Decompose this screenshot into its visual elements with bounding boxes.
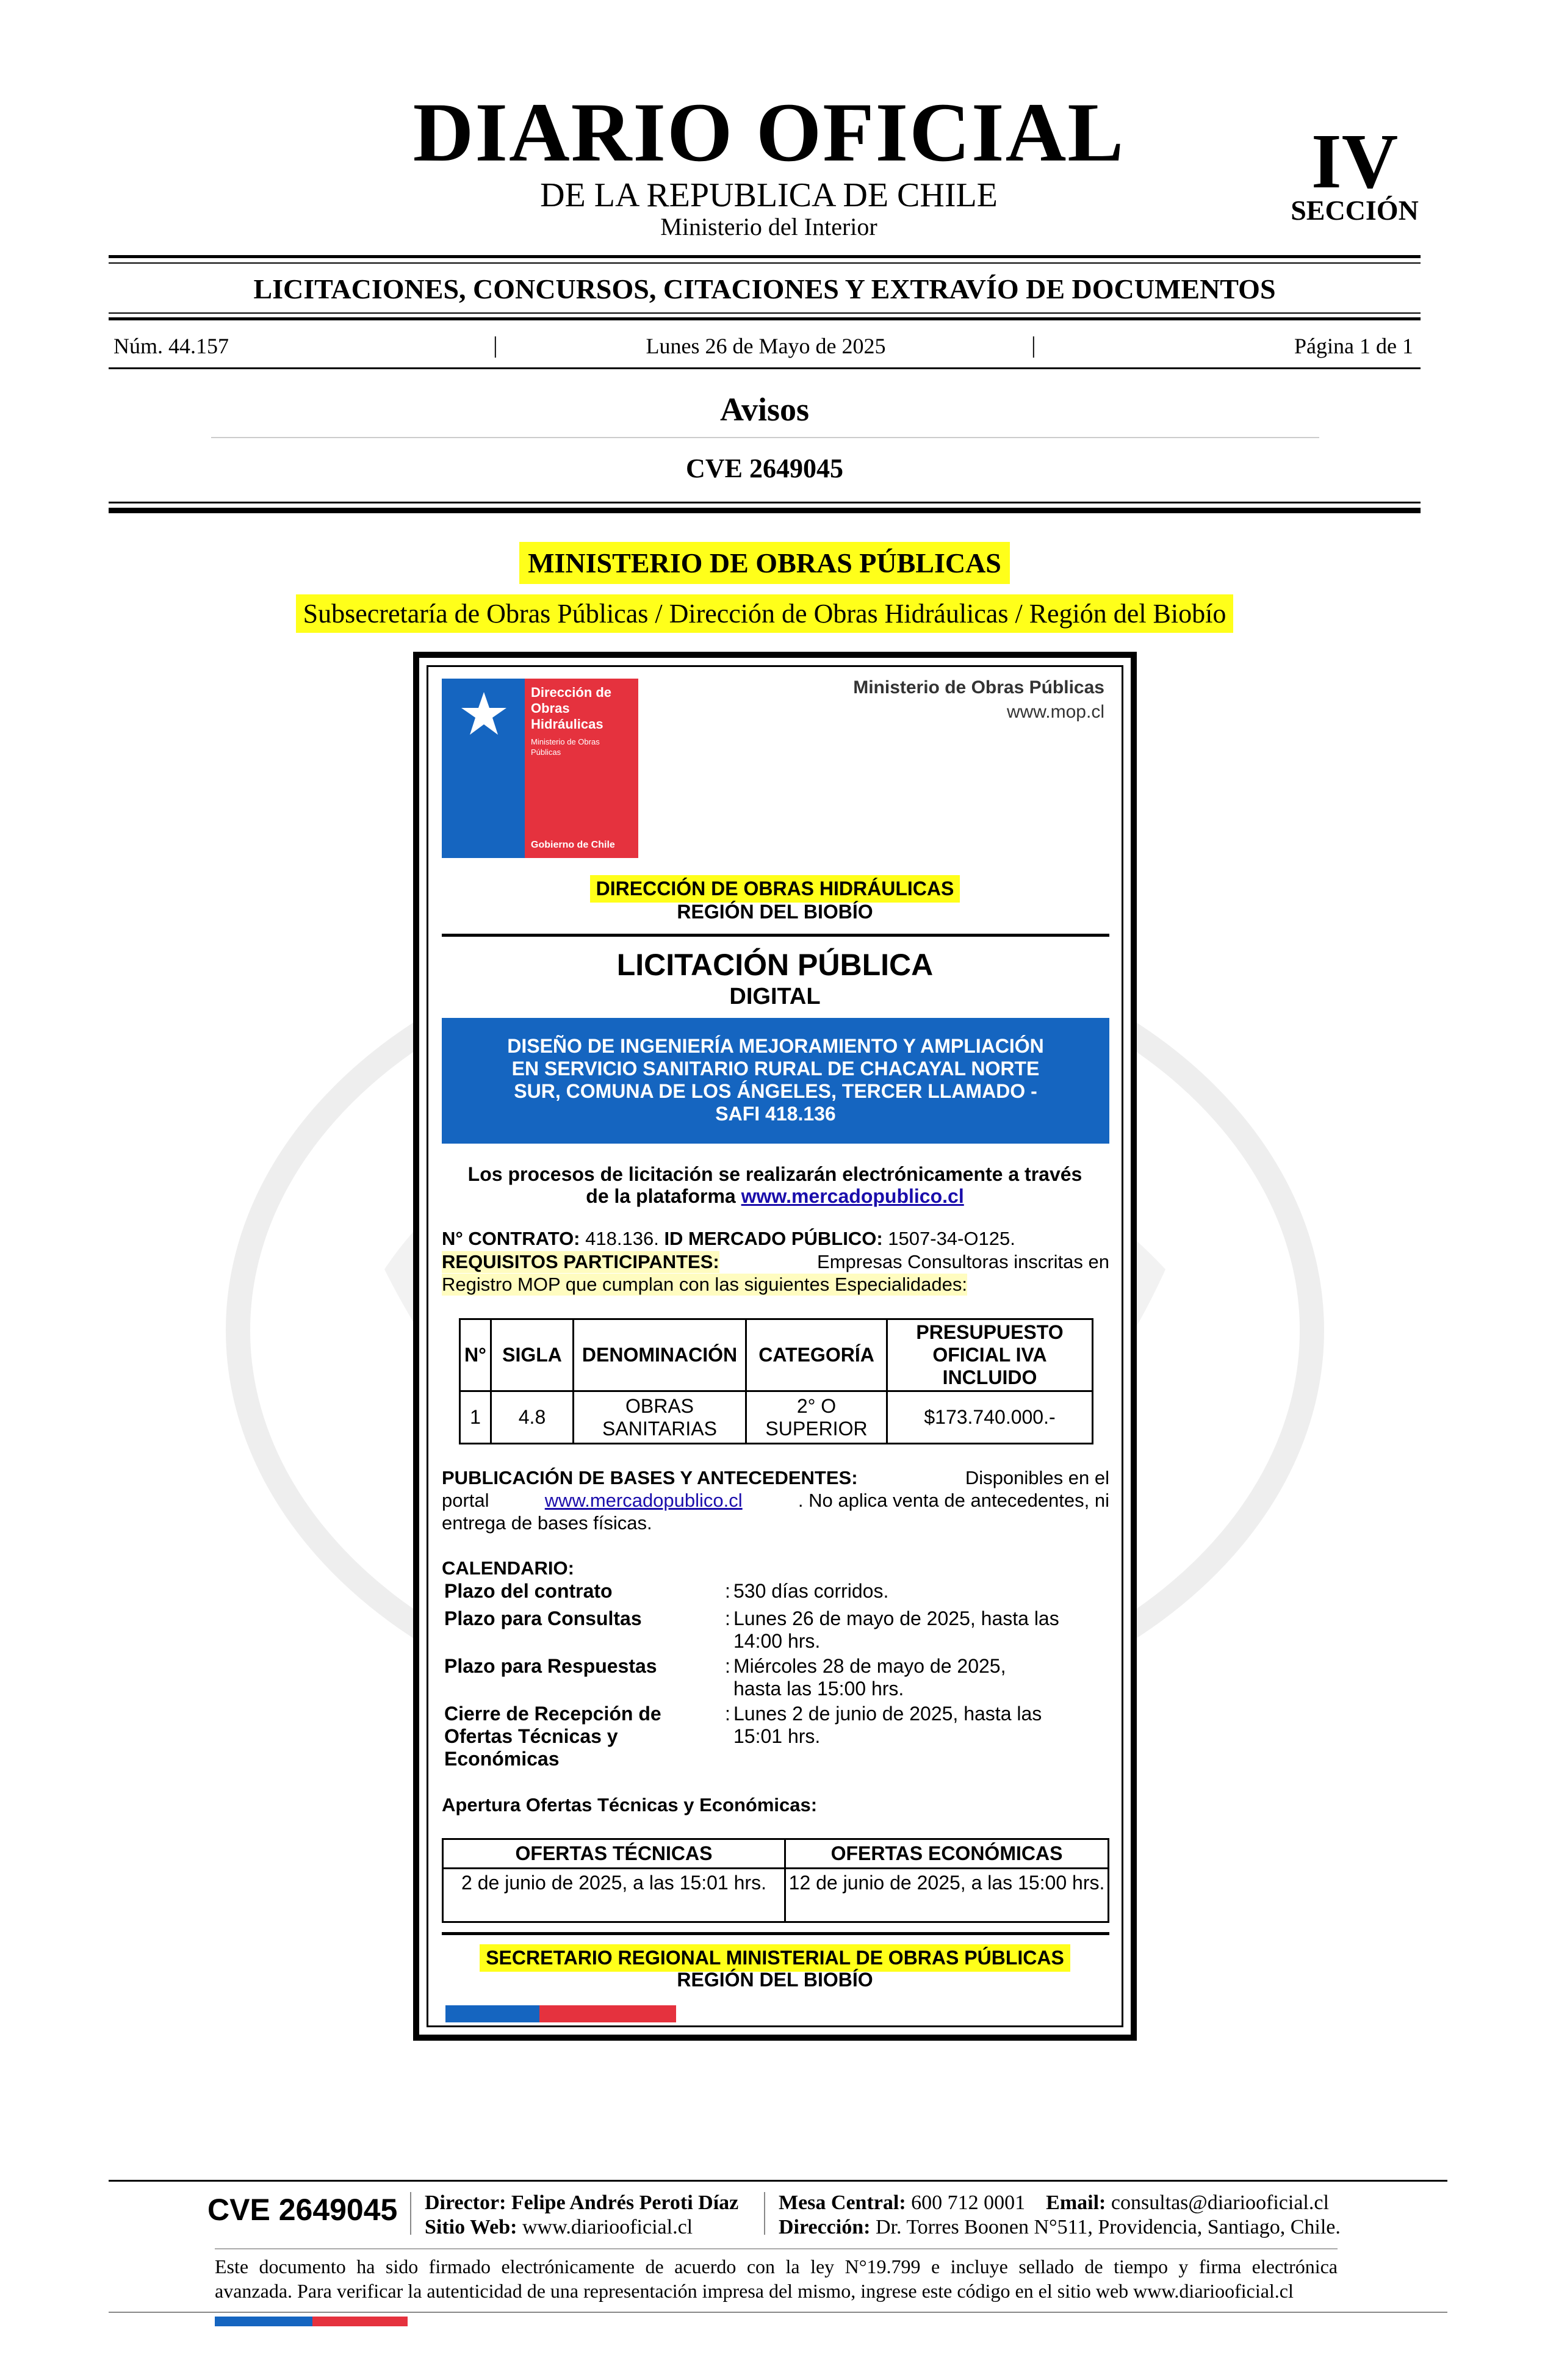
- cve-rule: [109, 508, 1421, 513]
- chile-shield-icon: [456, 687, 511, 742]
- platform-link[interactable]: www.mercadopublico.cl: [741, 1185, 964, 1207]
- signer-line-1: SECRETARIO REGIONAL MINISTERIAL DE OBRAS PÚBLICAS: [480, 1944, 1070, 1972]
- direction-wrap: [427, 875, 1123, 903]
- notice-bar-blue: [445, 2005, 539, 2022]
- footer-director: [425, 2191, 738, 2216]
- publication-text-1: Disponibles en el: [965, 1467, 1109, 1488]
- section-number: IV: [1311, 118, 1399, 204]
- specialties-header-row: [460, 1319, 1093, 1391]
- publication-link[interactable]: www.mercadopublico.cl: [544, 1490, 743, 1511]
- electronic-line-2: [427, 1185, 1123, 1208]
- mop-name: Ministerio de Obras Públicas: [853, 677, 1104, 698]
- logo-small: Ministerio de Obras Públicas: [531, 737, 600, 757]
- calendar-colon: :: [725, 1703, 730, 1725]
- footer-site: [425, 2215, 693, 2240]
- cell-code: 4.8: [491, 1391, 574, 1444]
- col-budget: PRESUPUESTO OFICIAL IVA INCLUIDO: [887, 1319, 1093, 1391]
- offers-technical-header: OFERTAS TÉCNICAS: [443, 1839, 785, 1869]
- publication-text-2b: . No aplica venta de antecedentes, ni: [798, 1490, 1109, 1511]
- offers-technical-value: 2 de junio de 2025, a las 15:01 hrs.: [443, 1869, 785, 1922]
- logo-line-1: Dirección de: [531, 685, 612, 700]
- calendar-label-contract: Plazo del contrato: [444, 1580, 613, 1602]
- electronic-line-1: Los procesos de licitación se realizarán electrónicamente a través: [467, 1163, 1082, 1185]
- calendar-colon: :: [725, 1655, 730, 1677]
- section-label: SECCIÓN: [1291, 195, 1419, 226]
- phone-label: Mesa Central:: [779, 2191, 906, 2214]
- offers-economic-value: 12 de junio de 2025, a las 15:00 hrs.: [785, 1869, 1109, 1922]
- notices-rule: [211, 437, 1319, 438]
- calendar-label-answers: Plazo para Respuestas: [444, 1655, 657, 1677]
- publication-text-3: entrega de bases físicas.: [442, 1512, 652, 1534]
- director-label: Director:: [425, 2191, 506, 2214]
- direction-line-2: REGIÓN DEL BIOBÍO: [677, 901, 873, 923]
- project-line-3: SUR, COMUNA DE LOS ÁNGELES, TERCER LLAMADO -: [514, 1080, 1037, 1102]
- project-line-2: EN SERVICIO SANITARIO RURAL DE CHACAYAL NORTE: [511, 1058, 1040, 1080]
- id-label: ID MERCADO PÚBLICO:: [664, 1228, 883, 1249]
- footer-bar-blue: [215, 2317, 312, 2326]
- footer-bar-red: [312, 2317, 408, 2326]
- signer-wrap: [427, 1944, 1123, 1972]
- page-count: Página 1 de 1: [1294, 334, 1413, 358]
- cve-rule-thin: [109, 502, 1421, 503]
- project-line-1: DISEÑO DE INGENIERÍA MEJORAMIENTO Y AMPLIACIÓN: [507, 1035, 1044, 1057]
- calendar-value-closing: Lunes 2 de junio de 2025, hasta las 15:01 hrs.: [733, 1703, 1042, 1748]
- tender-type: DIGITAL: [729, 984, 821, 1009]
- calendar-value-answers: Miércoles 28 de mayo de 2025, hasta las 15:00 hrs.: [733, 1655, 1006, 1700]
- site-value[interactable]: www.diariooficial.cl: [522, 2216, 693, 2238]
- tender-title: LICITACIÓN PÚBLICA: [616, 948, 934, 982]
- requirements-text-1: Empresas Consultoras inscritas en: [817, 1251, 1109, 1272]
- legal-line-2: avanzada. Para verificar la autenticidad de una representación impresa del mismo, ingrese este código en el sitio web www.diariooficial.cl: [215, 2280, 1294, 2302]
- footer-rule-top: [109, 2180, 1447, 2182]
- table-row: [443, 1869, 1109, 1922]
- cell-denomination: OBRAS SANITARIAS: [574, 1391, 746, 1444]
- address-label: Dirección:: [779, 2216, 871, 2238]
- requirements-line-1: [442, 1251, 1109, 1273]
- footer-address: [779, 2215, 1341, 2240]
- contract-line: [442, 1228, 1109, 1250]
- issue-separator-2: |: [1031, 333, 1036, 358]
- col-category: CATEGORÍA: [746, 1319, 887, 1391]
- phone-value: 600 712 0001: [911, 2191, 1026, 2214]
- section-category: LICITACIONES, CONCURSOS, CITACIONES Y EXTRAVÍO DE DOCUMENTOS: [253, 273, 1276, 305]
- direction-line-1: DIRECCIÓN DE OBRAS HIDRÁULICAS: [590, 875, 960, 903]
- col-denomination: DENOMINACIÓN: [574, 1319, 746, 1391]
- footer-cve: CVE 2649045: [207, 2193, 398, 2227]
- doh-logo: [442, 679, 638, 858]
- site-label: Sitio Web:: [425, 2216, 517, 2238]
- id-value: 1507-34-O125.: [888, 1228, 1015, 1249]
- date-rule: [109, 367, 1421, 369]
- electronic-line-2-text: de la plataforma: [586, 1185, 736, 1207]
- publication-label: PUBLICACIÓN DE BASES Y ANTECEDENTES:: [442, 1467, 858, 1488]
- calendar-label: CALENDARIO:: [442, 1557, 574, 1579]
- footer-contact: [779, 2191, 1329, 2216]
- category-rule-thin: [109, 312, 1421, 314]
- offers-economic-header: OFERTAS ECONÓMICAS: [785, 1839, 1109, 1869]
- publication-line-1: [442, 1467, 1109, 1489]
- project-line-4: SAFI 418.136: [715, 1103, 836, 1125]
- footer-rule-bottom: [109, 2312, 1447, 2313]
- contract-value: 418.136.: [585, 1228, 659, 1249]
- header-rule-top: [109, 255, 1421, 258]
- org-unit-wrap: [109, 594, 1421, 633]
- logo-government: Gobierno de Chile: [531, 840, 615, 850]
- issue-number: Núm. 44.157: [113, 334, 229, 358]
- cve-heading: CVE 2649045: [686, 453, 843, 483]
- cell-budget: $173.740.000.-: [887, 1391, 1093, 1444]
- publication-text-2a: portal: [442, 1490, 489, 1511]
- calendar-value-contract: 530 días corridos.: [733, 1580, 889, 1602]
- calendar-label-questions: Plazo para Consultas: [444, 1607, 642, 1629]
- logo-line-3: Hidráulicas: [531, 716, 603, 732]
- opening-label: Apertura Ofertas Técnicas y Económicas:: [442, 1794, 818, 1816]
- newspaper-title: DIARIO OFICIAL: [412, 85, 1125, 179]
- calendar-value-questions: Lunes 26 de mayo de 2025, hasta las 14:00 hrs.: [733, 1607, 1059, 1653]
- notices-heading: Avisos: [719, 391, 810, 428]
- issue-separator-1: |: [493, 333, 498, 358]
- newspaper-subtitle: DE LA REPUBLICA DE CHILE: [540, 176, 998, 214]
- offers-table: [442, 1838, 1109, 1923]
- calendar-colon: :: [725, 1607, 730, 1629]
- notice-rule-1: [442, 934, 1109, 937]
- address-value: Dr. Torres Boonen N°511, Providencia, Santiago, Chile.: [875, 2216, 1341, 2238]
- notice-bar-red: [539, 2005, 676, 2022]
- org-ministry: MINISTERIO DE OBRAS PÚBLICAS: [519, 542, 1010, 584]
- cell-category: 2° O SUPERIOR: [746, 1391, 887, 1444]
- footer-divider-1: [410, 2192, 411, 2235]
- contract-label: N° CONTRATO:: [442, 1228, 580, 1249]
- signer-line-2: REGIÓN DEL BIOBÍO: [677, 1969, 873, 1991]
- org-unit: Subsecretaría de Obras Públicas / Dirección de Obras Hidráulicas / Región del Biobío: [296, 594, 1234, 633]
- header-rule-top-thin: [109, 262, 1421, 264]
- director-name: Felipe Andrés Peroti Díaz: [511, 2191, 739, 2214]
- requirements-text-2: Registro MOP que cumplan con las siguientes Especialidades:: [442, 1274, 968, 1295]
- calendar-label-closing: Cierre de Recepción de Ofertas Técnicas y Económicas: [444, 1703, 661, 1770]
- email-label: Email:: [1046, 2191, 1106, 2214]
- offers-header-row: [443, 1839, 1109, 1869]
- legal-line-1: Este documento ha sido firmado electrónicamente de acuerdo con la ley N°19.799 e incluye sellado de tiempo y firma electrónica: [215, 2256, 1338, 2277]
- ministry-line: Ministerio del Interior: [660, 213, 877, 240]
- col-code: SIGLA: [491, 1319, 574, 1391]
- notice-rule-2: [442, 1932, 1109, 1935]
- publication-line-2: [442, 1490, 1109, 1512]
- cell-number: 1: [460, 1391, 491, 1444]
- issue-date: Lunes 26 de Mayo de 2025: [646, 334, 886, 358]
- table-row: [460, 1391, 1093, 1444]
- org-ministry-wrap: [109, 542, 1421, 584]
- calendar-colon: :: [725, 1580, 730, 1602]
- requirements-label: REQUISITOS PARTICIPANTES:: [442, 1251, 719, 1272]
- category-rule: [109, 317, 1421, 320]
- mop-site: www.mop.cl: [1006, 702, 1104, 722]
- col-number: N°: [460, 1319, 491, 1391]
- logo-line-2: Obras: [531, 701, 570, 716]
- footer-rule-mid: [215, 2248, 1338, 2249]
- specialties-table: [459, 1318, 1093, 1444]
- email-value[interactable]: consultas@diariooficial.cl: [1111, 2191, 1329, 2214]
- footer-divider-2: [764, 2192, 765, 2235]
